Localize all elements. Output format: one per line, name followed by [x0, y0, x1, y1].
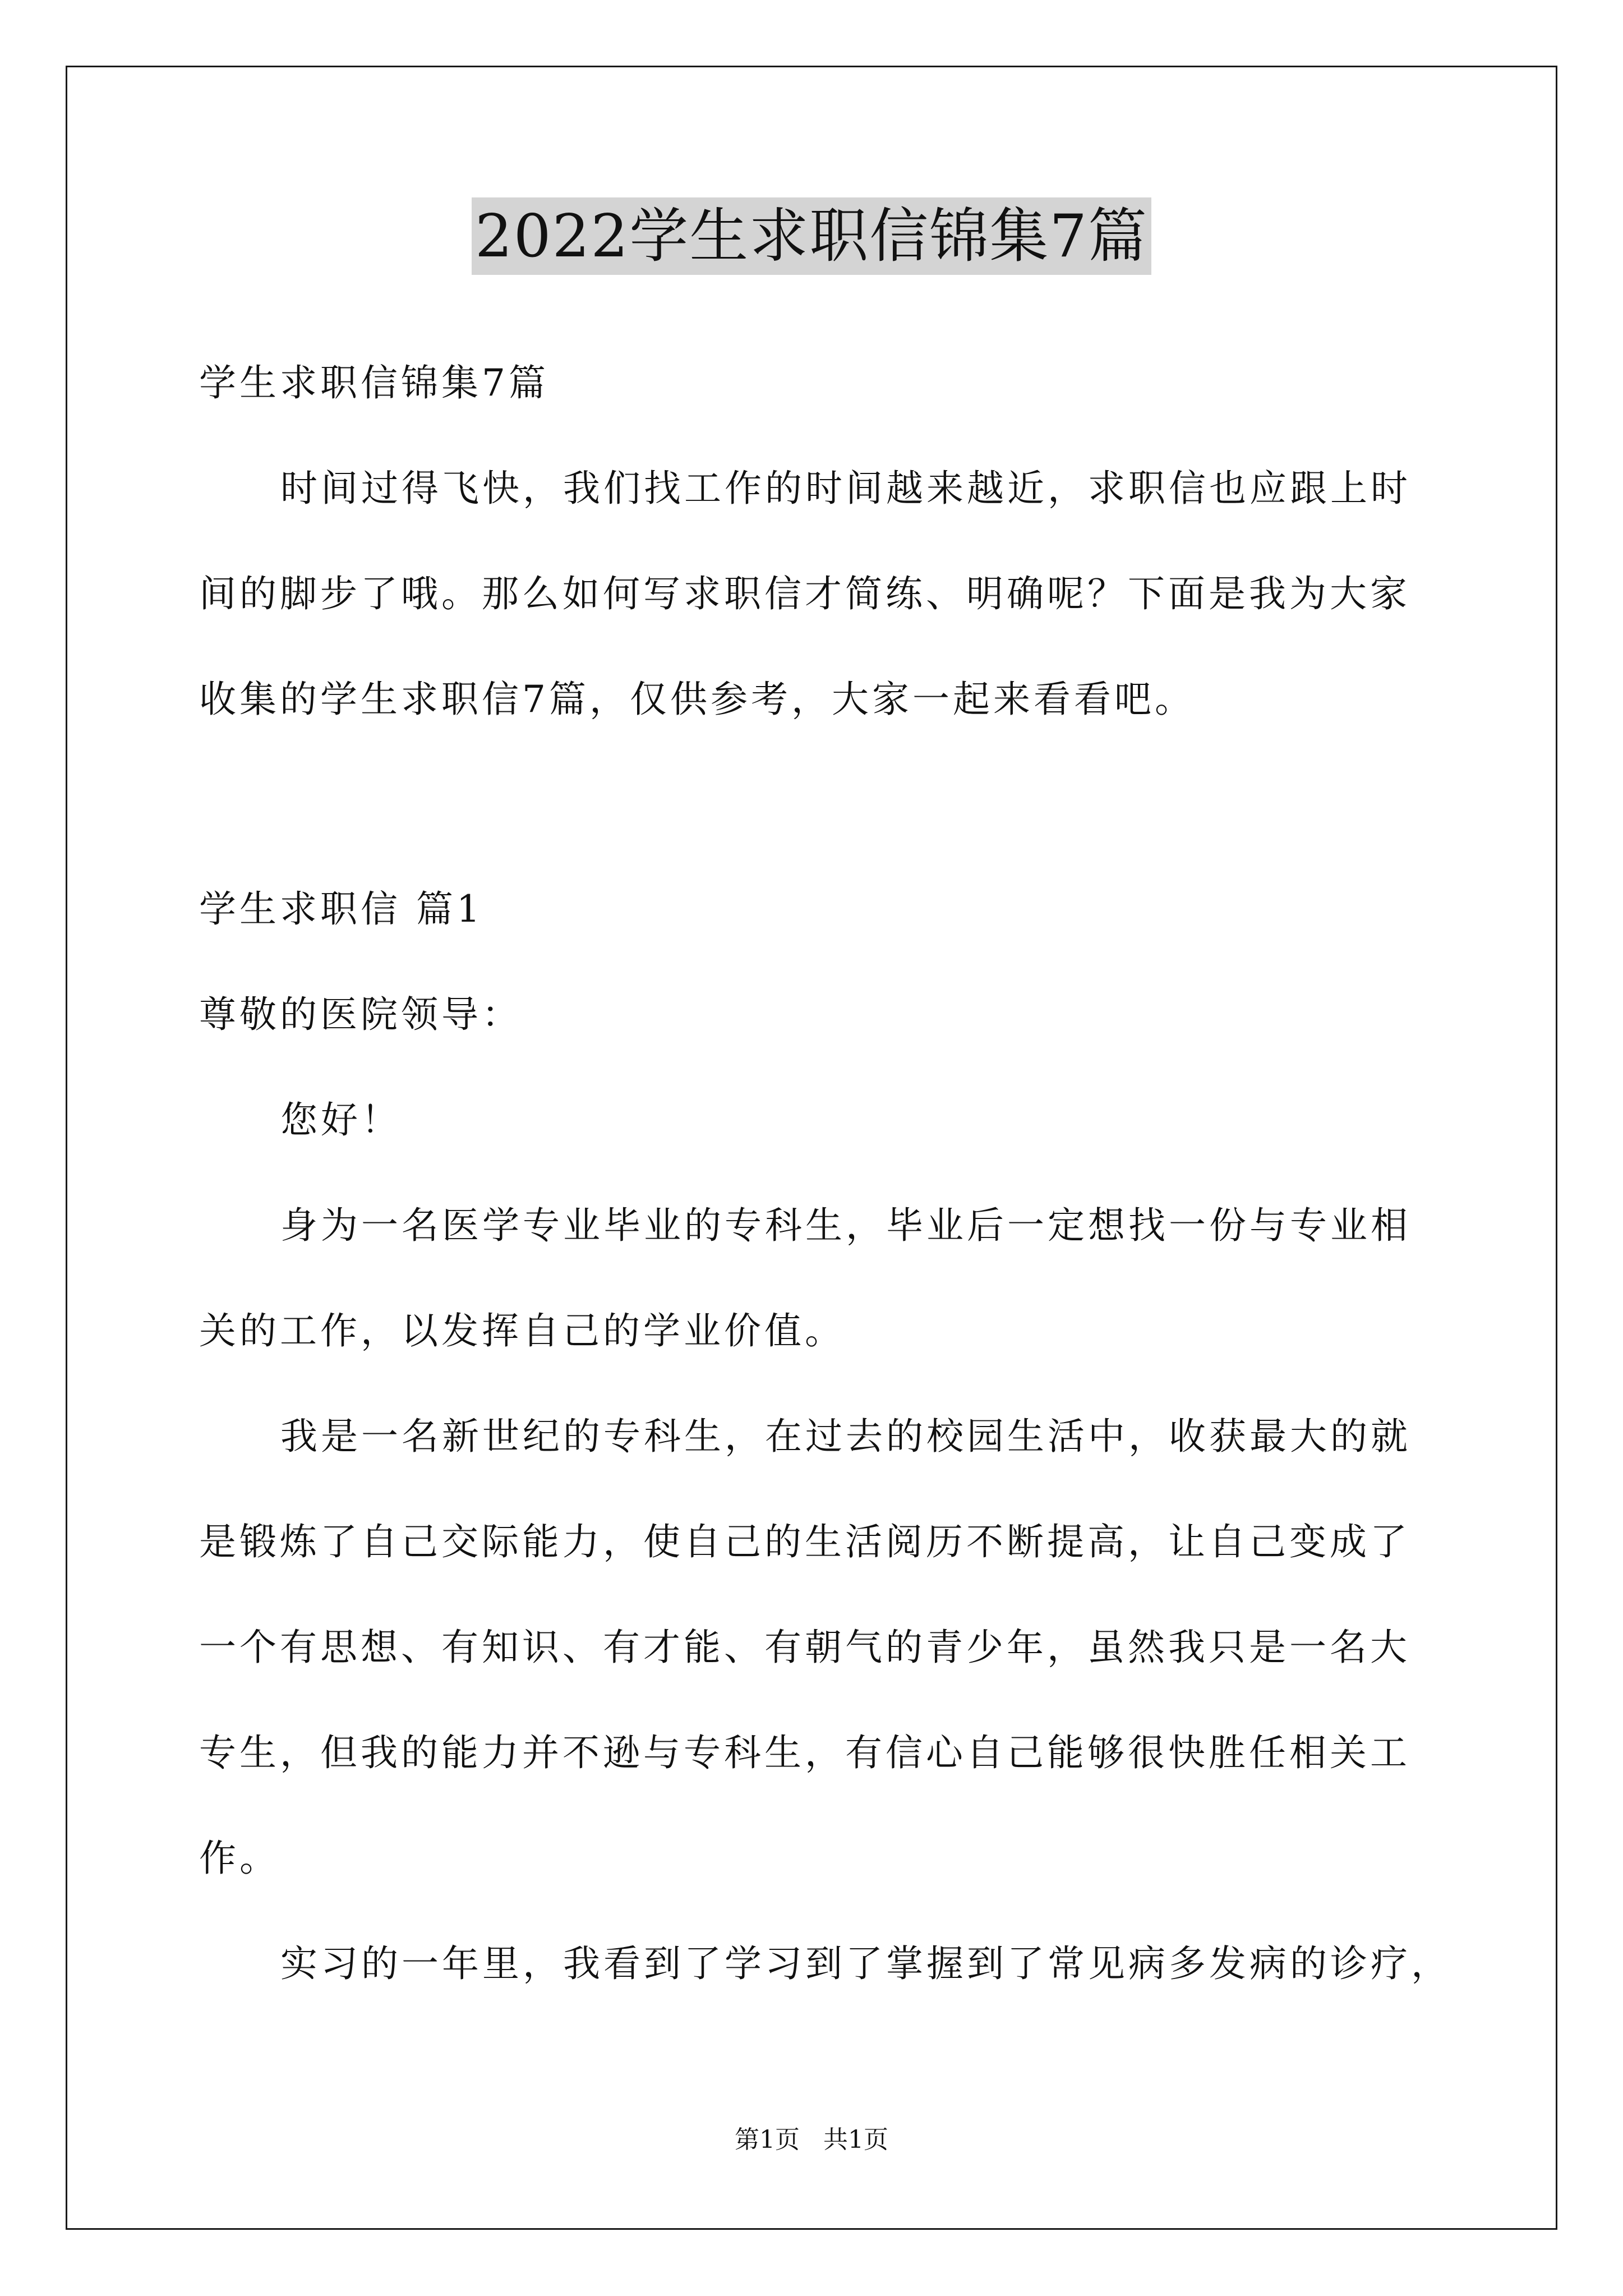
- paragraph-line: 实习的一年里，我看到了学习到了掌握到了常见病多发病的诊疗，: [280, 1942, 1451, 1985]
- paragraph-line: 时间过得飞快，我们找工作的时间越来越近，求职信也应跟上时: [280, 467, 1411, 510]
- paragraph-line: 是锻炼了自己交际能力，使自己的生活阅历不断提高，让自己变成了: [199, 1520, 1410, 1563]
- subtitle-line: 学生求职信锦集7篇: [199, 361, 549, 404]
- paragraph-line: 收集的学生求职信7篇，仅供参考，大家一起来看看吧。: [199, 678, 1195, 721]
- paragraph-line: 一个有思想、有知识、有才能、有朝气的青少年，虽然我只是一名大: [199, 1626, 1410, 1669]
- document-title: 2022学生求职信锦集7篇: [472, 197, 1151, 275]
- paragraph-line: 间的脚步了哦。那么如何写求职信才简练、明确呢？下面是我为大家: [199, 572, 1410, 615]
- paragraph-line: 专生，但我的能力并不逊与专科生，有信心自己能够很快胜任相关工: [199, 1731, 1410, 1774]
- paragraph-line: 作。: [199, 1837, 280, 1880]
- salutation: 尊敬的医院领导：: [199, 993, 522, 1036]
- paragraph-line: 我是一名新世纪的专科生，在过去的校园生活中，收获最大的就: [280, 1415, 1411, 1458]
- greeting: 您好！: [280, 1098, 402, 1142]
- title-container: [0, 197, 1623, 275]
- paragraph-line: 关的工作，以发挥自己的学业价值。: [199, 1309, 845, 1352]
- paragraph-line: 身为一名医学专业毕业的专科生，毕业后一定想找一份与专业相: [280, 1204, 1411, 1247]
- page-number-footer: 第1页 共1页: [735, 2125, 888, 2154]
- section-heading: 学生求职信 篇1: [199, 887, 483, 931]
